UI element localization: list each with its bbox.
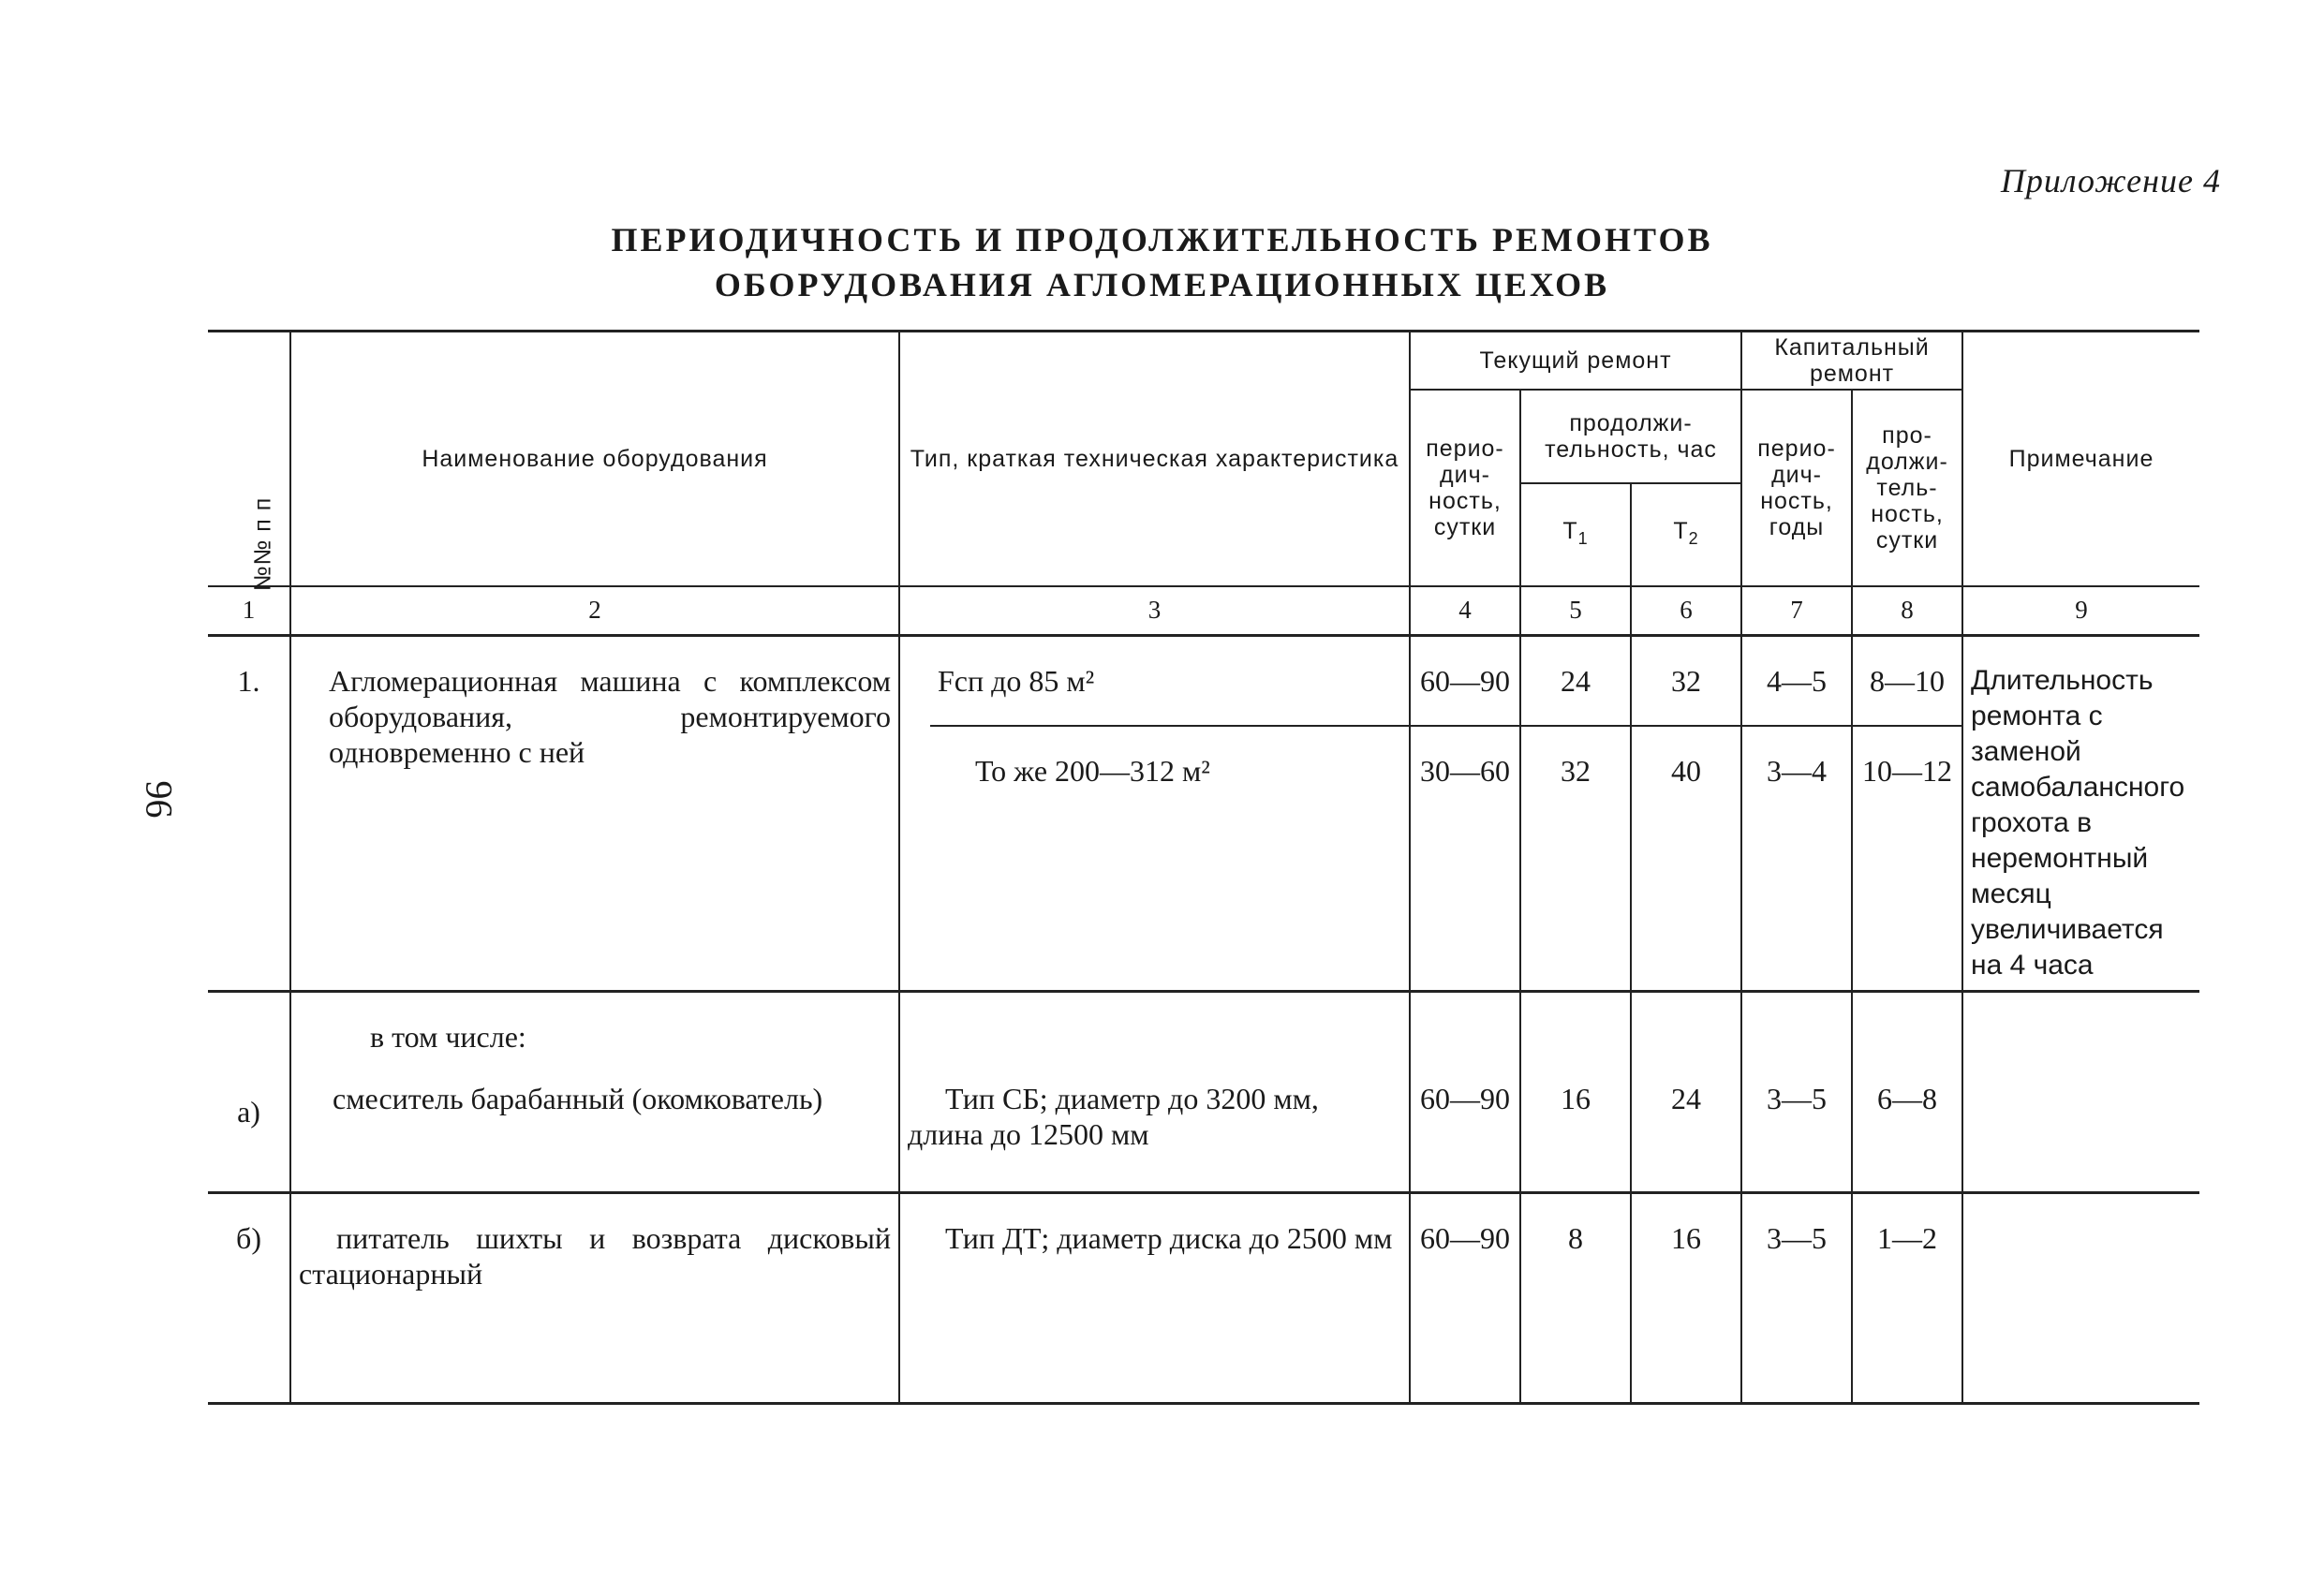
- capital-period: 4—5 3—4: [1741, 635, 1852, 991]
- col-number-8: 8: [1852, 586, 1962, 636]
- type-variant-1: Fсп до 85 м²: [938, 663, 1095, 698]
- title-line-1: ПЕРИОДИЧНОСТЬ И ПРОДОЛЖИТЕЛЬНОСТЬ РЕМОНТОВ: [611, 221, 1713, 258]
- col-number-6: 6: [1631, 586, 1741, 636]
- current-period: 60—90 30—60: [1410, 635, 1520, 991]
- capital-duration: 1—2: [1852, 1192, 1962, 1403]
- header-current-repair: Текущий ремонт: [1410, 332, 1741, 390]
- row-num: а): [208, 991, 290, 1192]
- header-current-duration: продолжи-тельность, час: [1520, 390, 1741, 483]
- note: [1962, 991, 2199, 1192]
- col-number-3: 3: [899, 586, 1410, 636]
- header-name: Наименование оборудования: [290, 332, 899, 586]
- equipment-type: [899, 635, 1410, 991]
- type-variant-2: То же 200—312 м²: [930, 725, 1409, 789]
- current-t1: 16: [1520, 991, 1631, 1192]
- col-number-4: 4: [1410, 586, 1520, 636]
- page-number: 96: [138, 780, 181, 819]
- table-row: [208, 991, 2199, 1192]
- capital-duration: 6—8: [1852, 991, 1962, 1192]
- capital-period: 3—5: [1741, 991, 1852, 1192]
- subgroup-intro: в том числе:: [370, 1019, 526, 1054]
- header-num: №№ п п: [208, 332, 290, 586]
- capital-duration: 8—10 10—12: [1852, 635, 1962, 991]
- header-capital-repair: Капитальный ремонт: [1741, 332, 1962, 390]
- header-note: Примечание: [1962, 332, 2199, 586]
- equipment-name: в том числе: смеситель барабанный (окомкователь): [290, 991, 899, 1192]
- header-t1: $Т_1$: [1520, 483, 1631, 586]
- col-number-5: 5: [1520, 586, 1631, 636]
- current-t1: 24 32: [1520, 635, 1631, 991]
- capital-period: 3—5: [1741, 1192, 1852, 1403]
- current-t1: 8: [1520, 1192, 1631, 1403]
- header-current-period: перио-дич-ность, сутки: [1410, 390, 1520, 586]
- current-t2: 32 40: [1631, 635, 1741, 991]
- row-num: 1.: [208, 635, 290, 991]
- title-line-2: ОБОРУДОВАНИЯ АГЛОМЕРАЦИОННЫХ ЦЕХОВ: [714, 266, 1610, 303]
- appendix-label: Приложение 4: [2000, 162, 2221, 199]
- equipment-name: питатель шихты и возврата дисковый стационарный: [290, 1192, 899, 1403]
- table-row: [208, 1192, 2199, 1403]
- note: [1962, 1192, 2199, 1403]
- header-capital-duration: про-должи-тель-ность, сутки: [1852, 390, 1962, 586]
- current-period: 60—90: [1410, 1192, 1520, 1403]
- document-title: [0, 217, 2324, 307]
- row-num: б): [208, 1192, 290, 1403]
- table-row: [208, 635, 2199, 991]
- col-number-9: 9: [1962, 586, 2199, 636]
- current-period: 60—90: [1410, 991, 1520, 1192]
- current-t2: 24: [1631, 991, 1741, 1192]
- equipment-name: Агломерационная машина с комплексом оборудования, ремонтируемого одновременно с ней: [290, 635, 899, 991]
- repair-table: [208, 330, 2199, 1405]
- col-number-7: 7: [1741, 586, 1852, 636]
- col-number-2: 2: [290, 586, 899, 636]
- note: Длительность ремонта с заменой самобалансного грохота в неремонтный месяц увеличивается на 4 часа: [1962, 635, 2199, 991]
- header-capital-period: перио-дич-ность, годы: [1741, 390, 1852, 586]
- equipment-type: Тип ДТ; диаметр диска до 2500 мм: [899, 1192, 1410, 1403]
- col-number-1: 1: [208, 586, 290, 636]
- equipment-type: Тип СБ; диаметр до 3200 мм, длина до 12500 мм: [899, 991, 1410, 1192]
- header-type: Тип, краткая техническая характеристика: [899, 332, 1410, 586]
- current-t2: 16: [1631, 1192, 1741, 1403]
- header-t2: $Т_2$: [1631, 483, 1741, 586]
